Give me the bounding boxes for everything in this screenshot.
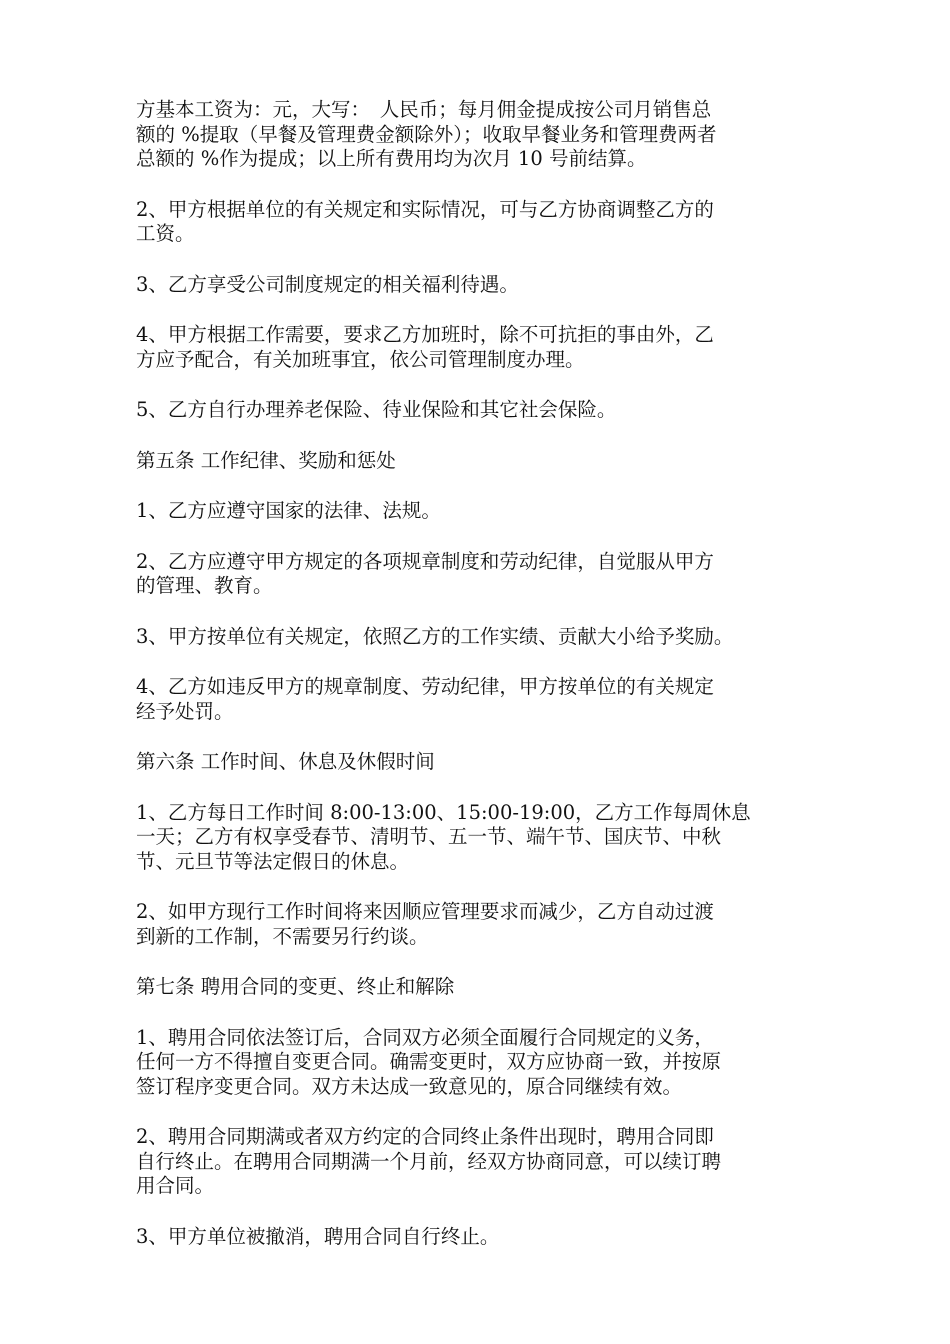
paragraph-obey-rules: 2、乙方应遵守甲方规定的各项规章制度和劳动纪律，自觉服从甲方 的管理、教育。 — [136, 549, 714, 597]
section-heading-article-6: 第六条 工作时间、休息及休假时间 — [136, 750, 435, 773]
document-page — [136, 98, 816, 1275]
paragraph-overtime: 4、甲方根据工作需要，要求乙方加班时，除不可抗拒的事由外，乙 方应予配合，有关加班事宜，依公司管理制度办理。 — [136, 323, 714, 371]
paragraph-penalties: 4、乙方如违反甲方的规章制度、劳动纪律，甲方按单位的有关规定 经予处罚。 — [136, 675, 714, 723]
section-heading-article-7: 第七条 聘用合同的变更、终止和解除 — [136, 975, 455, 998]
paragraph-rewards: 3、甲方按单位有关规定，依照乙方的工作实绩、贡献大小给予奖励。 — [136, 624, 734, 648]
paragraph-benefits: 3、乙方享受公司制度规定的相关福利待遇。 — [136, 272, 519, 296]
paragraph-hours-reduction: 2、如甲方现行工作时间将来因顺应管理要求而减少，乙方自动过渡 到新的工作制，不需要另行约谈。 — [136, 900, 714, 948]
paragraph-working-hours: 1、乙方每日工作时间 8:00-13:00、15:00-19:00，乙方工作每周休息 一天；乙方有权享受春节、清明节、五一节、端午节、国庆节、中秋 节、元旦节等法定假日的休息。 — [136, 800, 751, 873]
paragraph-insurance: 5、乙方自行办理养老保险、待业保险和其它社会保险。 — [136, 398, 617, 421]
paragraph-salary-terms: 方基本工资为：元，大写： 人民币；每月佣金提成按公司月销售总 额的 %提取（早餐及管理费金额除外）；收取早餐业务和管理费两者 总额的 %作为提成；以上所有费用均为次月 10 号前结算。 — [136, 98, 717, 170]
section-heading-article-5: 第五条 工作纪律、奖励和惩处 — [136, 448, 396, 472]
paragraph-obey-law: 1、乙方应遵守国家的法律、法规。 — [136, 499, 441, 522]
paragraph-contract-expiry: 2、聘用合同期满或者双方约定的合同终止条件出现时，聘用合同即 自行终止。在聘用合同期满一个月前，经双方协商同意，可以续订聘 用合同。 — [136, 1125, 722, 1197]
paragraph-contract-termination: 3、甲方单位被撤消，聘用合同自行终止。 — [136, 1224, 500, 1248]
paragraph-contract-change: 1、聘用合同依法签订后，合同双方必须全面履行合同规定的义务， 任何一方不得擅自变更合同。确需变更时，双方应协商一致，并按原 签订程序变更合同。双方未达成一致意见的，原合同继续有效。 — [136, 1025, 722, 1098]
paragraph-salary-adjustment: 2、甲方根据单位的有关规定和实际情况，可与乙方协商调整乙方的 工资。 — [136, 197, 714, 245]
